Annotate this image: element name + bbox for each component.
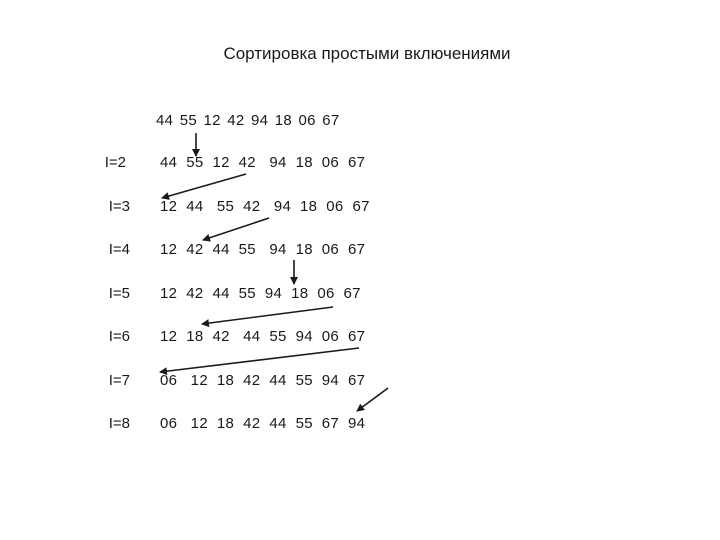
row-values-i8: 06 12 18 42 44 55 67 94 [160,415,366,432]
initial-sequence: 44 55 12 42 94 18 06 67 [156,112,340,129]
slide-title: Сортировка простыми включениями [223,44,511,63]
arrow-i2-to-i3 [162,174,246,198]
row-values-i5: 12 42 44 55 94 18 06 67 [160,285,361,302]
arrow-i5-to-i6 [202,307,333,324]
row-values-i2: 44 55 12 42 94 18 06 67 [160,154,366,171]
row-values-i3: 12 44 55 42 94 18 06 67 [160,198,370,215]
arrow-i7-to-i8 [357,388,388,411]
arrow-i6-to-i7 [160,348,359,372]
row-label-i8: I=8 [108,415,130,432]
arrow-i3-to-i4 [203,218,269,240]
row-values-i4: 12 42 44 55 94 18 06 67 [160,241,366,258]
row-label-i3: I=3 [108,198,130,215]
row-label-i6: I=6 [108,328,130,345]
row-label-i2: I=2 [104,154,126,171]
row-values-i7: 06 12 18 42 44 55 94 67 [160,372,366,389]
row-label-i7: I=7 [108,372,130,389]
row-label-i4: I=4 [108,241,130,258]
row-label-i5: I=5 [108,285,130,302]
row-values-i6: 12 18 42 44 55 94 06 67 [160,328,366,345]
